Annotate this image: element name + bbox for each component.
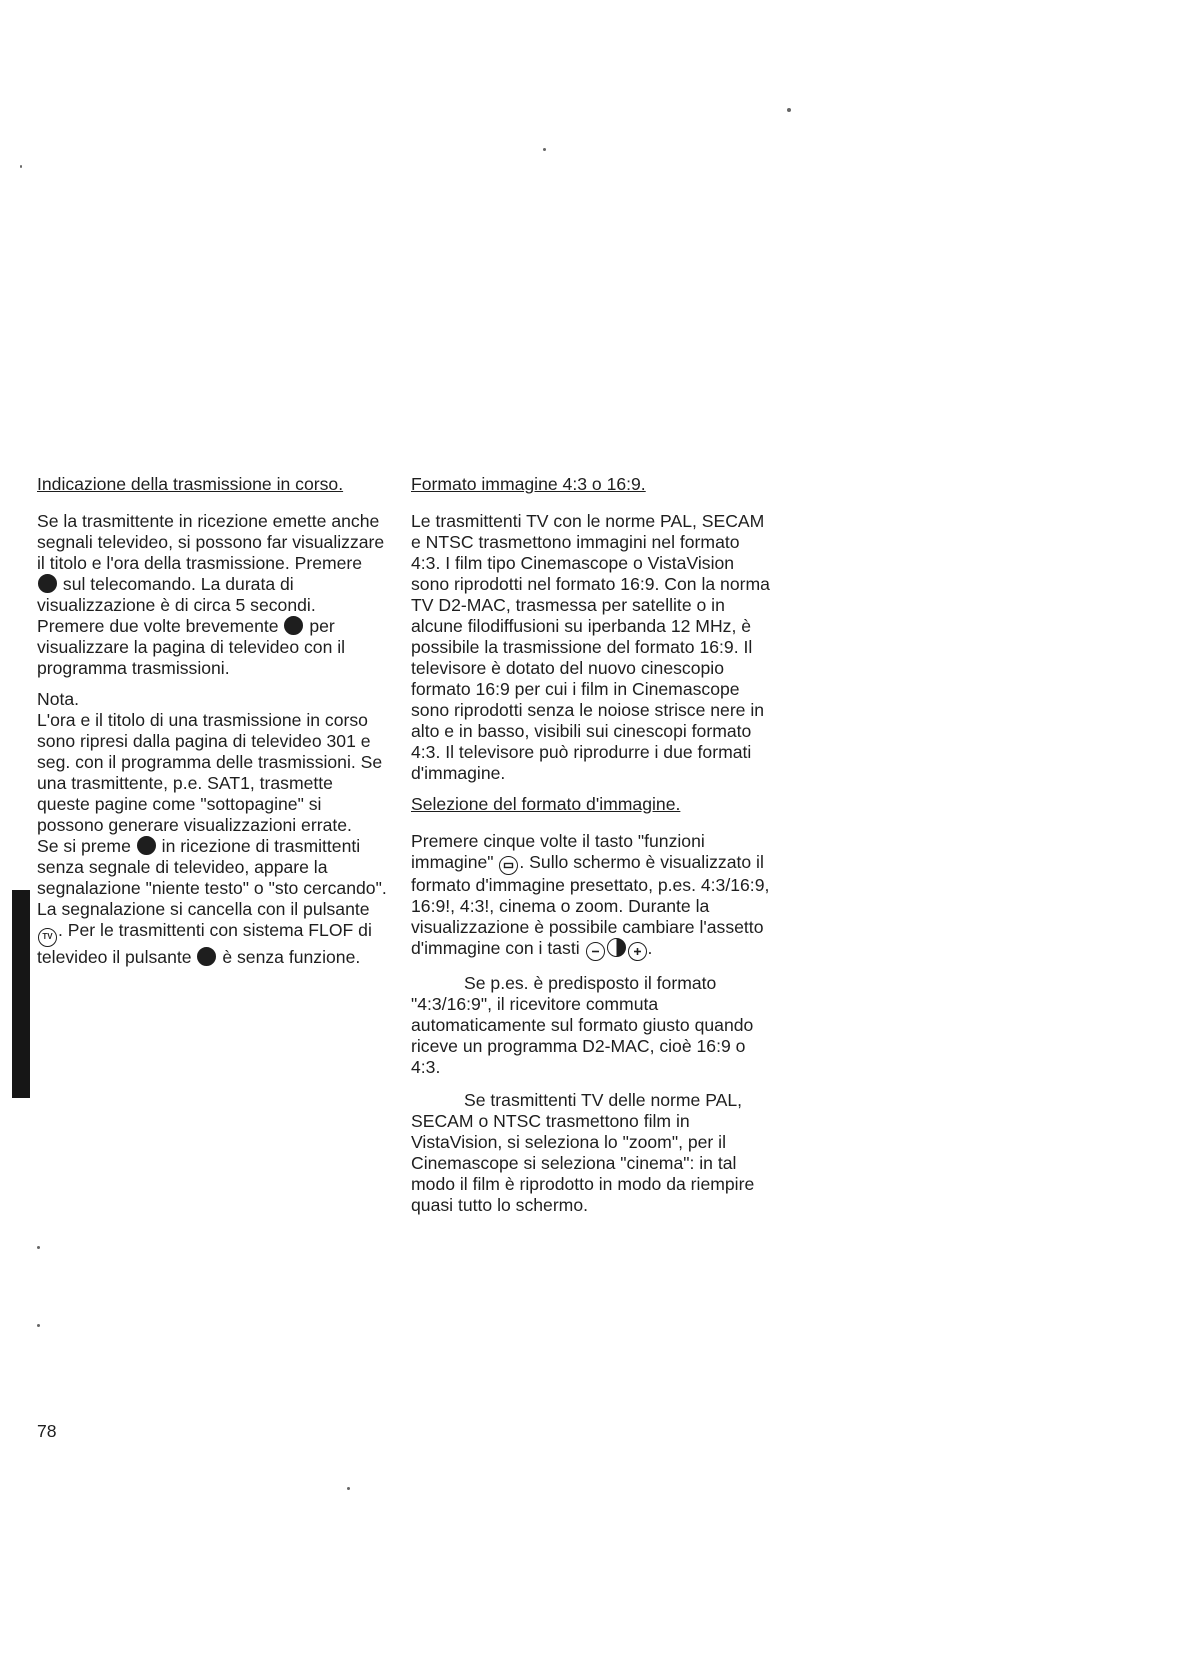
note-title: Nota. xyxy=(37,689,80,709)
teletext-button-icon xyxy=(197,947,216,966)
teletext-button-icon xyxy=(137,836,156,855)
section-heading-format-selection: Selezione del formato d'immagine. xyxy=(411,794,681,814)
text: è senza funzione. xyxy=(222,946,361,967)
scan-speck xyxy=(347,1487,350,1490)
page-number: 78 xyxy=(37,1421,57,1441)
note-text: L'ora e il titolo di una trasmissione in corso sono ripresi dalla pagina di televideo 301 e seg. con il programma delle trasmissioni. Se una trasmittente, p.e. SAT1, trasmette queste pagine come "sottopagine" si possono generare visualizzazioni errate. xyxy=(37,710,383,835)
text: sul telecomando. La durata di visualizzazione è di circa 5 secondi. Premere due volte brevemente xyxy=(37,574,316,636)
plus-button-icon xyxy=(628,942,647,961)
paragraph: Se trasmittenti TV delle norme PAL, SECAM o NTSC trasmettono film in VistaVision, si seleziona lo "zoom", per il Cinemascope si seleziona "cinema": in tal modo il film è riprodotto in modo da riempire quasi tutto lo schermo. xyxy=(411,1090,755,1215)
scan-speck xyxy=(20,165,22,168)
text: Se si preme xyxy=(37,836,131,856)
text: . Sullo schermo è visualizzato il formato d'immagine presettato, p.es. 4:3/16:9, 16:9!, 4:3!, cinema o zoom. Durante la visualizzazione è possibile cambiare l'assetto d'immagine con i tasti xyxy=(411,852,770,958)
paragraph: Le trasmittenti TV con le norme PAL, SECAM e NTSC trasmettono immagini nel formato 4:3. I film tipo Cinemascope o VistaVision sono riprodotti nel formato 16:9. Con la norma TV D2-MAC, trasmessa per satellite o in alcune filodiffusioni su iperbanda 12 MHz, è possibile la trasmissione del formato 16:9. Il televisore è dotato del nuovo cinescopio formato 16:9 per cui i film in Cinemascope sono riprodotti senza le noiose strisce nere in alto e in basso, visibili sui cinescopi formato 4:3. Il televisore può riprodurre i due formati d'immagine. xyxy=(411,511,770,783)
contrast-button-icon xyxy=(607,938,626,957)
teletext-button-icon xyxy=(284,616,303,635)
tv-glyph: TV xyxy=(42,932,53,941)
section-heading-format: Formato immagine 4:3 o 16:9. xyxy=(411,474,646,494)
tv-button-icon xyxy=(38,928,57,947)
scan-speck xyxy=(543,148,546,151)
scan-speck xyxy=(37,1246,40,1249)
margin-bar xyxy=(12,890,30,1098)
text: . xyxy=(647,938,653,958)
text: per visualizzare la pagina di televideo con il programma trasmissioni. xyxy=(37,616,346,678)
picture-functions-icon xyxy=(499,856,518,875)
scan-speck xyxy=(37,1324,40,1327)
paragraph xyxy=(411,831,771,961)
text: in ricezione di trasmittenti senza segnale di televideo, appare la segnalazione "niente testo" o "sto cercando". La segnalazione si cancella con il pulsante xyxy=(37,836,387,919)
text: Se la trasmittente in ricezione emette anche segnali televideo, si possono far visualizzare il titolo e l'ora della trasmissione. Premere xyxy=(37,511,385,573)
paragraph xyxy=(37,511,387,679)
teletext-button-icon xyxy=(38,574,57,593)
left-column xyxy=(37,474,387,968)
text: . Per le trasmittenti con sistema FLOF di televideo il pulsante xyxy=(37,920,372,967)
section-heading-current-broadcast: Indicazione della trasmissione in corso. xyxy=(37,474,344,494)
text: Premere cinque volte il tasto "funzioni immagine" xyxy=(411,831,705,872)
scan-speck xyxy=(787,108,791,112)
minus-button-icon xyxy=(586,942,605,961)
paragraph xyxy=(37,836,387,968)
paragraph: Se p.es. è predisposto il formato "4:3/16:9", il ricevitore commuta automaticamente sul formato giusto quando riceve un programma D2-MAC, cioè 16:9 o 4:3. xyxy=(411,973,754,1077)
right-column xyxy=(411,474,771,1216)
